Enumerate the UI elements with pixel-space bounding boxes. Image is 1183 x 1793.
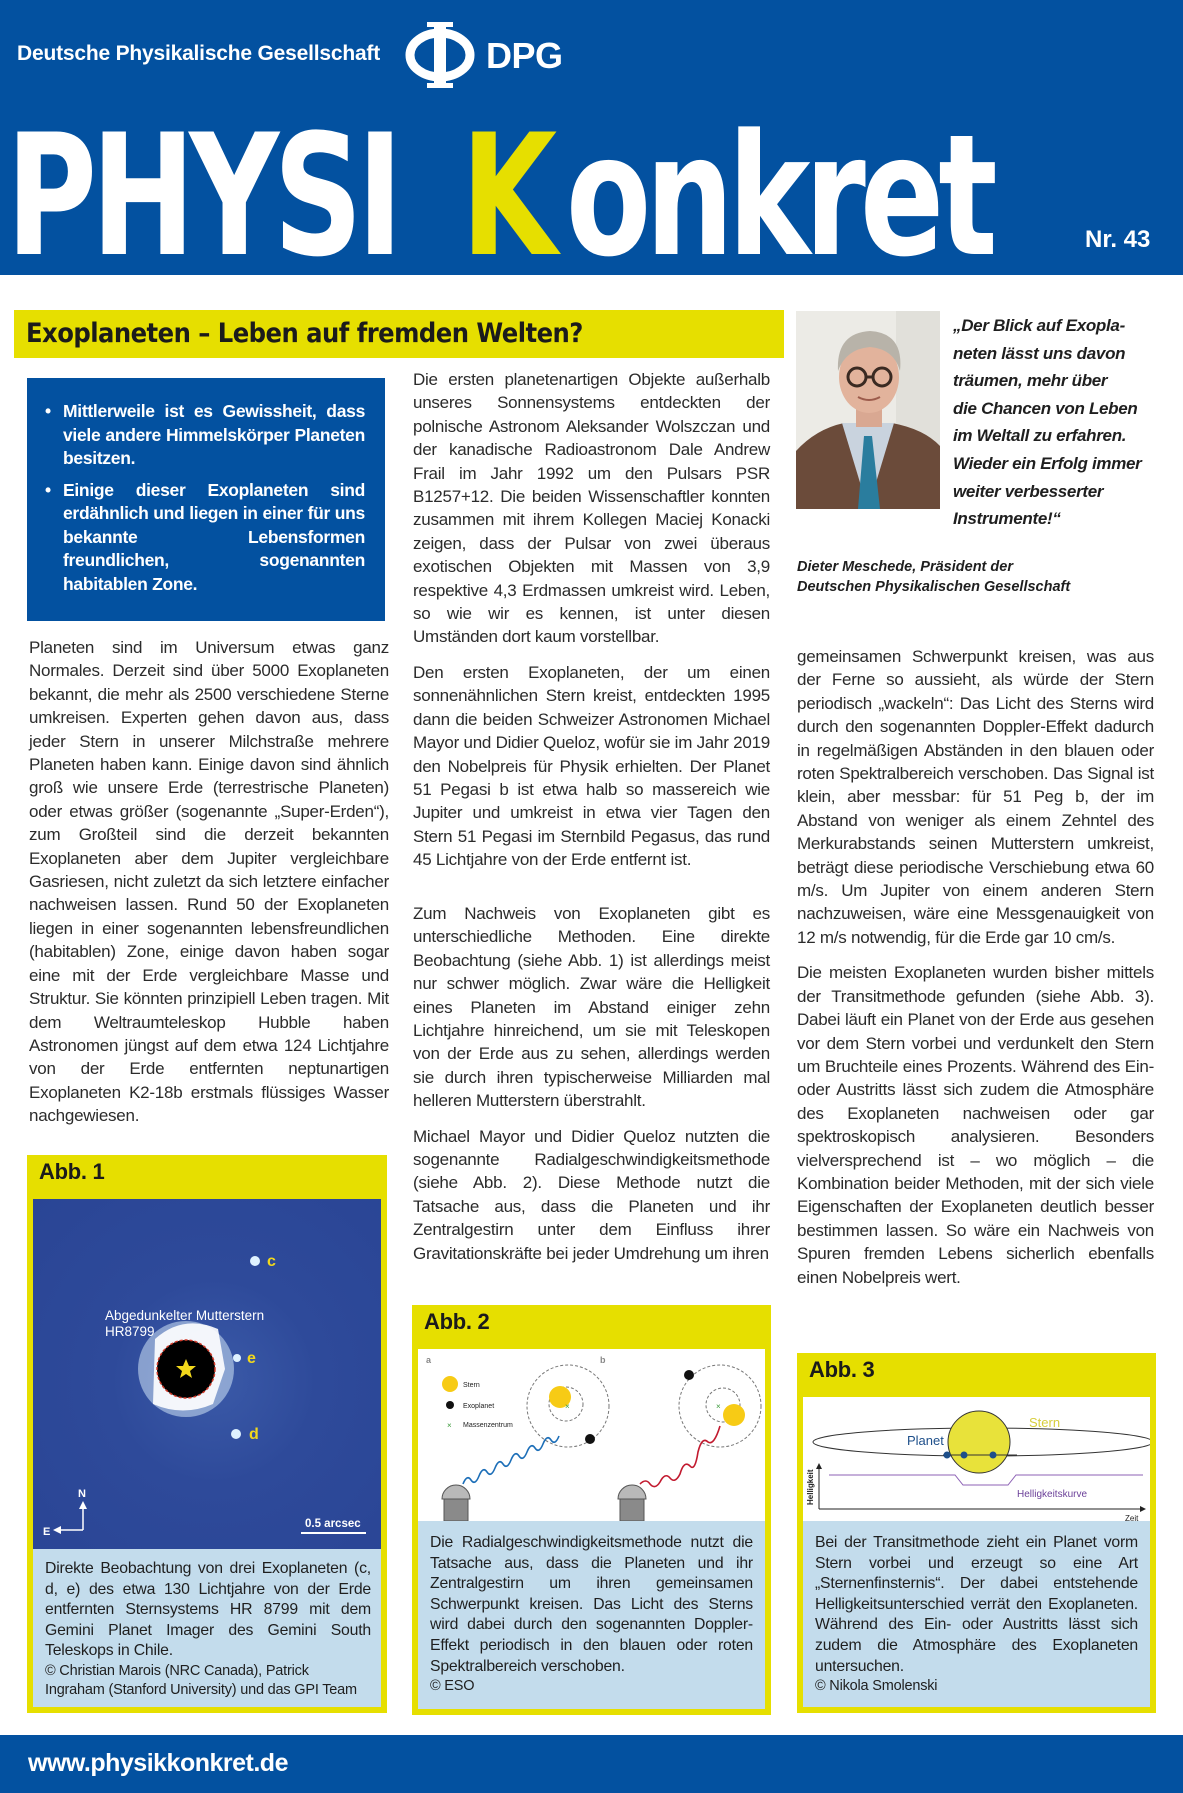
article-headline: Exoplaneten – Leben auf fremden Welten? — [26, 318, 583, 349]
middle-column-text-continued — [413, 902, 770, 1277]
planet-dot — [944, 1452, 951, 1459]
quote-line: träumen, mehr über — [953, 371, 1108, 391]
paragraph: Zum Nachweis von Exoplaneten gibt es unterschiedliche Methoden. Eine direkte Beobachtung (siehe Abb. 1) ist allerdings meist nur schwer möglich. Zwar wäre die Helligkeit eines Planeten im Abstand einiger zehn Lichtjahre hinreichend, um sie mit Teleskopen von der Erde aus zu sehen, allerdings werden sie durch ihren typischerweise Milliarden mal helleren Mutterstern überstrahlt. — [413, 904, 770, 1111]
summary-bullet: • Mittlerweile ist es Gewissheit, dass viele andere Himmelskörper Planeten besitzen. — [45, 400, 365, 471]
star-disc — [948, 1411, 1010, 1473]
figure-title: Abb. 1 — [39, 1159, 105, 1184]
planet-e-dot — [233, 1354, 241, 1362]
y-axis-label: Helligkeit — [806, 1469, 815, 1505]
portrait-photo — [796, 311, 940, 509]
quote-line: Instrumente!“ — [953, 509, 1061, 529]
planet-label: Planet — [907, 1433, 944, 1448]
brightness-curve — [829, 1475, 1143, 1485]
title-part-physi: PHYSI — [6, 98, 398, 275]
paragraph: Planeten sind im Universum etwas ganz Normales. Derzeit sind über 5000 Exoplaneten bekannt, die mehr als 2500 verschiedene Sterne umkreisen. Experten gehen davon aus, dass jeder Stern in unserer Milchstraße mehrere Planeten haben kann. Einige davon sind ähnlich groß wie unsere Erde (terrestrische Planeten) oder etwas größer (sogenannte „Super-Erden“), zum Großteil sind die derzeit bekannten Exoplaneten aber dem Jupiter vergleichbare Gasriesen, nicht zuletzt da sich letztere einfacher nachweisen lassen. Rund 50 der Exoplaneten liegen in einer sogenannten lebensfreundlichen (habitablen) Zone, einige davon haben sogar eine mit der Erde vergleichbare Masse und Struktur. Sie könnten prinzipiell Leben tragen. Mit dem Weltraumteleskop Hubble haben Astronomen jüngst auf dem etwa 124 Lichtjahre von der Erde entfernten neptunartigen Exoplaneten K2-18b erstmals flüssiges Wasser nachgewiesen. — [29, 638, 389, 1126]
image-credit: © Nikola Smolenski — [815, 1678, 938, 1695]
radial-velocity-illustration — [418, 1349, 765, 1521]
legend-center-icon: × — [447, 1421, 452, 1430]
summary-box — [27, 378, 385, 621]
paragraph: Die ersten planetenartigen Objekte außerhalb unseres Sonnensystems entdeckten der polnische Astronom Aleksander Wolszczan und der kanadische Radioastronom Dale Andrew Frail im Jahr 1992 um den Pulsars PSR B1257+12. Die beiden Wissenschaftler konnten zusammen mit ihrem Kollegen Maciej Konacki zeigen, dass der Pulsar von zwei überaus exotischen Objekten mit Massen von 3,9 respektive 4,3 Erdmassen umkreist wird. Leben, so wie wir es kennen, ist unter diesen Umständen dort kaum vorstellbar. — [413, 370, 770, 647]
quote-attribution — [797, 558, 1167, 597]
red-shift-wave — [640, 1426, 720, 1487]
svg-text:×: × — [565, 1402, 570, 1411]
legend-center-label: Massenzentrum — [463, 1422, 513, 1429]
paragraph: Michael Mayor und Didier Queloz nutzten die sogenannte Radialgeschwindigkeitsmethode (siehe Abb. 2). Diese Methode nutzt die Tatsache aus, dass die Planeten und ihr Zentralgestirn unter dem Einfluss ihrer Gravitationskräfte bei jeder Umdrehung um ihren — [413, 1126, 770, 1263]
caption-text: Direkte Beobachtung von drei Exoplaneten (c, d, e) des etwa 130 Lichtjahre von der Erde entfernten Sternsystems HR 8799 mit dem Gemini Planet Imager des Gemini South Teleskops in Chile. — [45, 1560, 371, 1660]
compass-east-label: E — [43, 1526, 51, 1538]
quote-author-line: Dieter Meschede, Präsident der — [797, 559, 1013, 575]
figure-3 — [797, 1353, 1156, 1713]
compass-icon — [53, 1501, 87, 1534]
figure-1 — [27, 1155, 387, 1713]
paragraph: Den ersten Exoplaneten, der um einen sonnenähnlichen Stern kreist, entdeckten 1995 dann die beiden Schweizer Astronomen Michael Mayor und Didier Queloz, wofür sie im Jahr 2019 den Nobelpreis für Physik erhielten. Der Planet 51 Pegasi b ist etwa halb so massereich wie Jupiter und umkreist in etwa vier Tagen den Stern 51 Pegasi im Sternbild Pegasus, das rund 45 Lichtjahre von der Erde entfernt ist. — [413, 662, 770, 870]
x-axis-label: Zeit — [1125, 1514, 1139, 1521]
planet-dot — [961, 1452, 968, 1459]
paragraph: gemeinsamen Schwerpunkt kreisen, was aus der Ferne so aussieht, als würde der Stern periodisch „wackeln“: Das Licht des Sterns wird durch den sogenannten Doppler-Effekt dadurch in regelmäßigen Abständen in den blauen oder roten Spektralbereich verschoben. Das Signal ist klein, aber messbar: für 51 Peg b, der im Abstand von weniger als einem Zehntel des Merkurabstands seinen Mutterstern umkreist, beträgt diese periodische Verschiebung etwa 60 m/s. Um Jupiter von einem anderen Stern nachzuweisen, wäre eine Messgenauigkeit von 12 m/s notwendig, für die Erde gar 10 cm/s. — [797, 647, 1154, 947]
image-credit: © Christian Marois (NRC Canada), Patrick Ingraham (Stanford University) und das GPI Team — [45, 1662, 357, 1698]
magazine-title — [6, 98, 1183, 275]
panel-b-orbits — [679, 1365, 761, 1447]
paragraph: Die meisten Exoplaneten wurden bisher mittels der Transitmethode gefunden (siehe Abb. 3). Dabei läuft ein Planet von der Erde aus gesehen vor dem Stern vorbei und verdunkelt den Stern um Bruchteile eines Prozents. Während des Ein- oder Austritts lässt sich zudem die Atmosphäre des Exoplaneten nachweisen oder gar spektroskopisch analysieren. Besonders vielversprechend ist – wo möglich – die Kombination beider Methoden, mit der sich viele Eigenschaften der Exoplaneten deutlich besser bestimmen lassen. So wäre ein Nachweis von Spuren fremden Lebens sicherlich ebenfalls einen Nobelpreis wert. — [797, 963, 1154, 1287]
phi-icon — [405, 20, 475, 90]
panel-b-label: b — [600, 1355, 606, 1365]
planet-d-label: d — [249, 1426, 259, 1443]
figure-title: Abb. 2 — [424, 1309, 490, 1334]
figure-caption — [803, 1521, 1150, 1707]
planet-c-label: c — [267, 1253, 276, 1270]
summary-bullet: • Einige dieser Exoplaneten sind erdähnlich und liegen in einer für uns bekannte Lebensformen freundlichen, sogenannten habitablen Zone. — [45, 479, 365, 597]
left-column-text — [29, 636, 389, 1140]
figure-3-image — [803, 1397, 1150, 1521]
quote-author-line: Deutschen Physikalischen Gesellschaft — [797, 578, 1071, 595]
legend-planet-label: Exoplanet — [463, 1403, 495, 1410]
headline-bar — [14, 310, 784, 358]
scale-label: 0.5 arcsec — [305, 1518, 361, 1530]
legend-planet-icon — [446, 1401, 454, 1409]
figure-caption — [418, 1521, 765, 1709]
star-label: Stern — [1029, 1415, 1061, 1430]
transit-illustration — [803, 1397, 1150, 1521]
star-id-label: HR8799 — [105, 1324, 155, 1339]
blue-shift-wave — [463, 1436, 559, 1484]
planet-dot — [990, 1452, 997, 1459]
figure-2 — [412, 1305, 771, 1715]
direct-imaging-illustration — [33, 1199, 381, 1549]
caption-text: Die Radialgeschwindigkeitsmethode nutzt die Tatsache aus, dass die Planeten und ihr Zentralgestirn um ihren gemeinsamen Schwerpunkt kreisen. Das Licht des Sterns wird dabei durch den sogenannten Doppler-Effekt periodisch in den blauen oder roten Spektralbereich verschoben. — [430, 1534, 753, 1675]
panel-a-orbits — [527, 1365, 609, 1447]
telescope-b-icon — [618, 1485, 646, 1521]
website-link[interactable]: www.physikkonkret.de — [28, 1749, 288, 1777]
org-abbreviation: DPG — [486, 35, 563, 76]
title-letter-k: K — [460, 98, 552, 275]
telescope-a-icon — [442, 1485, 470, 1521]
quote-line: neten lässt uns davon — [953, 343, 1126, 363]
panel-a-label: a — [426, 1355, 432, 1365]
legend-star-label: Stern — [463, 1382, 480, 1389]
org-name: Deutsche Physikalische Gesellschaft — [17, 42, 381, 65]
figure-1-image — [33, 1199, 381, 1549]
caption-text: Bei der Transitmethode zieht ein Planet vorm Stern vorbei und erzeugt so eine Art „Sternenfinsternis“. Der dabei entstehende Helligkeitsunterschied verrät den Exoplaneten. Während des Ein- oder Austritts lässt sich zudem die Atmosphäre des Exoplaneten untersuchen. — [815, 1534, 1138, 1675]
person-portrait-icon — [796, 311, 940, 509]
middle-column-text — [413, 368, 770, 884]
quote-line: „Der Blick auf Exopla- — [953, 316, 1125, 335]
figure-2-image — [418, 1349, 765, 1521]
masthead — [0, 0, 1183, 275]
right-column-text — [797, 645, 1154, 1301]
quote-text — [953, 312, 1163, 533]
curve-label: Helligkeitskurve — [1017, 1489, 1088, 1500]
planet-e-label: e — [247, 1350, 256, 1367]
figure-title: Abb. 3 — [809, 1357, 875, 1382]
planet-d-dot — [231, 1429, 241, 1439]
legend-star-icon — [442, 1376, 458, 1392]
planet-c-dot — [250, 1256, 260, 1266]
title-part-onkret: onkret — [565, 98, 992, 275]
star-label: Abgedunkelter Mutterstern — [105, 1308, 265, 1323]
figure-caption — [33, 1549, 381, 1707]
footer — [0, 1735, 1183, 1793]
quote-line: Wieder ein Erfolg immer — [953, 453, 1142, 473]
issue-number: Nr. 43 — [1085, 226, 1151, 253]
svg-text:×: × — [716, 1402, 721, 1411]
quote-line: weiter verbesserter — [953, 481, 1104, 501]
quote-line: im Weltall zu erfahren. — [953, 426, 1127, 446]
image-credit: © ESO — [430, 1678, 475, 1695]
quote-line: die Chancen von Leben — [953, 398, 1138, 418]
compass-north-label: N — [78, 1488, 86, 1500]
